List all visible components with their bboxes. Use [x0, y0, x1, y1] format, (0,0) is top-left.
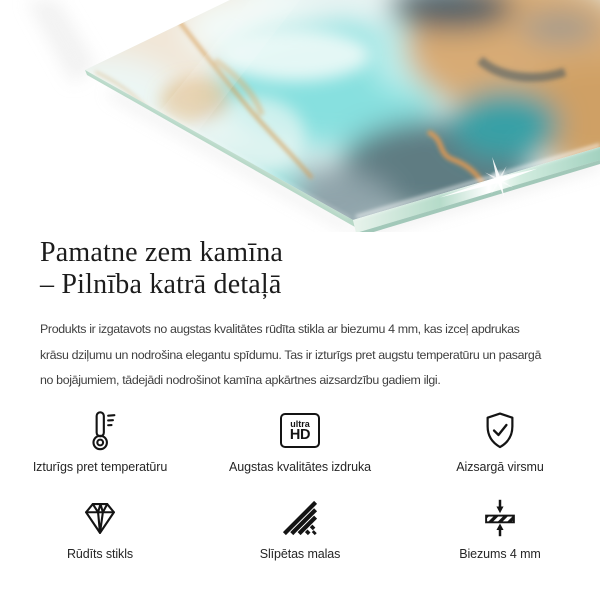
- product-description: [40, 317, 560, 394]
- shield-check-icon: [478, 408, 522, 454]
- feature-label: Izturīgs pret temperatūru: [32, 459, 168, 474]
- product-image: [0, 0, 600, 232]
- feature-label: Aizsargā virsmu: [456, 459, 544, 474]
- description-line: Produkts ir izgatavots no augstas kvalitātes rūdīta stikla ar biezumu 4 mm, kas izceļ apdrukas: [40, 322, 520, 336]
- page-title-line2: – Pilnība katrā detaļā: [40, 269, 282, 300]
- feature-grid: [0, 408, 600, 562]
- feature-label: Biezums 4 mm: [459, 546, 541, 561]
- ultra-hd-icon-text-top: ultra: [290, 418, 310, 429]
- feature-label: Slīpētas malas: [259, 546, 341, 561]
- ultra-hd-icon: [280, 408, 320, 454]
- description-line: no bojājumiem, tādejādi nodrošinot kamīna apkārtnes aizsardzību gadiem ilgi.: [40, 373, 441, 387]
- feature-label: Rūdīts stikls: [66, 546, 134, 561]
- page-title: [40, 237, 560, 301]
- feature-protection: [400, 408, 600, 475]
- feature-tempered-glass: [0, 495, 200, 562]
- thermometer-icon: [77, 408, 123, 454]
- feature-thickness: [400, 495, 600, 562]
- beveled-edges-icon: [278, 495, 322, 541]
- diamond-icon: [77, 495, 123, 541]
- description-line: krāsu dziļumu un nodrošina elegantu spīdumu. Tas ir izturīgs pret augstu temperatūru un pasargā: [40, 347, 541, 362]
- feature-print-quality: [200, 408, 400, 475]
- feature-temperature: [0, 408, 200, 475]
- thickness-icon: [477, 495, 523, 541]
- product-info-section: [0, 232, 600, 394]
- page-title-line1: Pamatne zem kamīna: [40, 237, 284, 268]
- feature-polished-edges: [200, 495, 400, 562]
- ultra-hd-icon-text-bottom: HD: [289, 426, 311, 443]
- hero-section: [0, 0, 600, 232]
- feature-label: Augstas kvalitātes izdruka: [229, 459, 371, 474]
